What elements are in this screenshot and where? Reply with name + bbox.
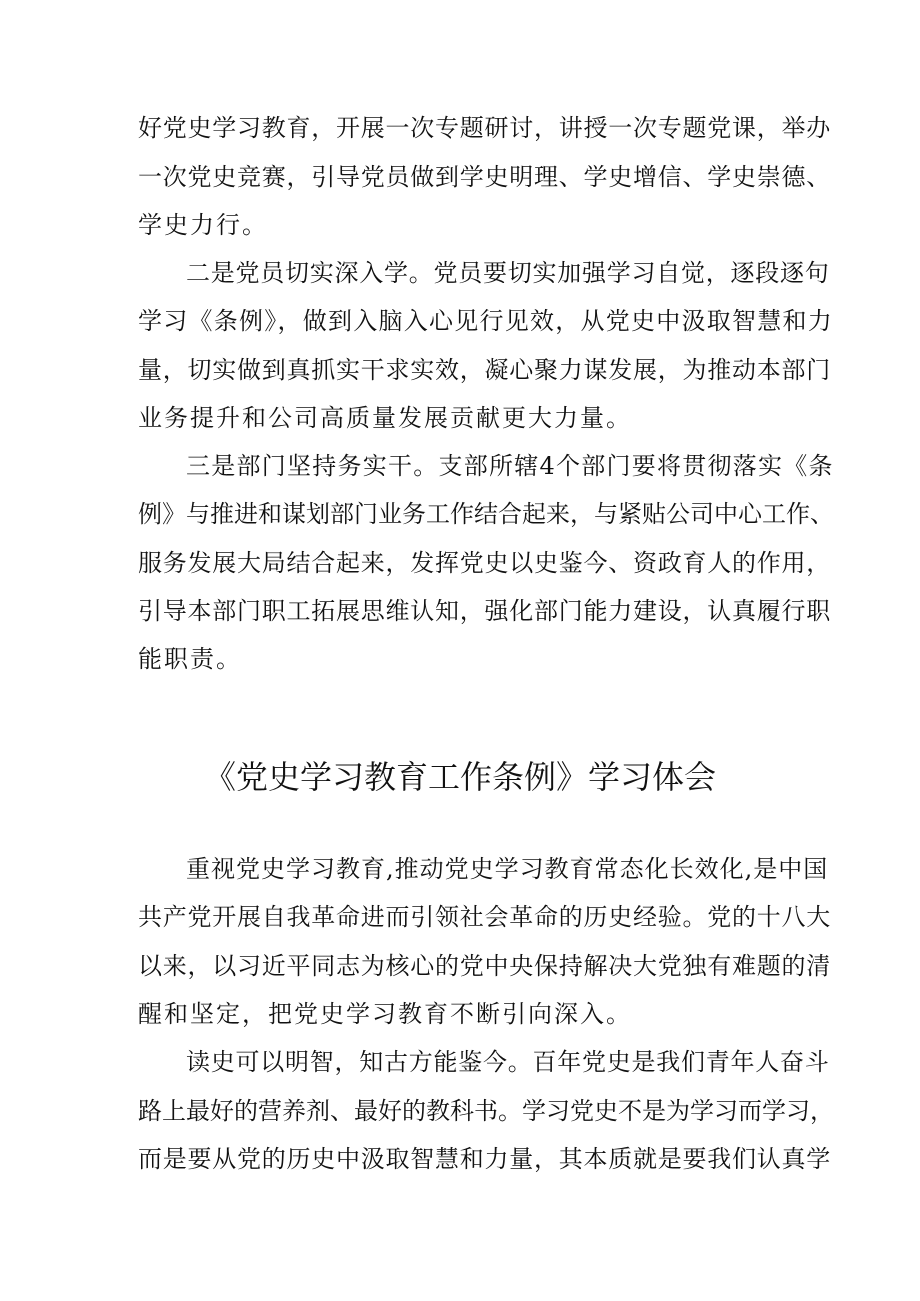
text-line: 路上最好的营养剂、最好的教科书。学习党史不是为学习而学习， <box>138 1097 834 1125</box>
text-line: 服务发展大局结合起来，发挥党史以史鉴今、资政育人的作用， <box>138 549 831 577</box>
text-line: 三是部门坚持务实干。支部所辖4个部门要将贯彻落实《条 <box>186 452 834 480</box>
text-line: 重视党史学习教育,推动党史学习教育常态化长效化,是中国 <box>186 855 829 883</box>
text-line: 二是党员切实深入学。党员要切实加强学习自觉，逐段逐句 <box>186 259 830 287</box>
text-line: 一次党史竞赛，引导党员做到学史明理、学史增信、学史崇德、 <box>138 163 831 191</box>
section-title: 《党史学习教育工作条例》学习体会 <box>203 758 716 796</box>
text-line: 能职责。 <box>138 645 242 673</box>
text-line: 而是要从党的历史中汲取智慧和力量，其本质就是要我们认真学 <box>138 1145 831 1173</box>
text-line: 好党史学习教育，开展一次专题研讨，讲授一次专题党课，举办 <box>138 114 831 142</box>
text-line: 以来，以习近平同志为核心的党中央保持解决大党独有难题的清 <box>138 952 831 980</box>
text-line: 量，切实做到真抓实干求实效，凝心聚力谋发展，为推动本部门 <box>138 356 831 384</box>
text-line: 醒和坚定，把党史学习教育不断引向深入。 <box>138 1000 632 1028</box>
text-line: 学史力行。 <box>138 211 268 239</box>
text-line: 例》与推进和谋划部门业务工作结合起来，与紧贴公司中心工作、 <box>138 500 834 528</box>
text-line: 业务提升和公司高质量发展贡献更大力量。 <box>138 404 632 432</box>
text-line: 引导本部门职工拓展思维认知，强化部门能力建设，认真履行职 <box>138 597 831 625</box>
text-line: 共产党开展自我革命进而引领社会革命的历史经验。党的十八大 <box>138 903 831 931</box>
text-line: 学习《条例》，做到入脑入心见行见效，从党史中汲取智慧和力 <box>138 307 833 335</box>
text-line: 读史可以明智，知古方能鉴今。百年党史是我们青年人奋斗 <box>186 1048 830 1076</box>
